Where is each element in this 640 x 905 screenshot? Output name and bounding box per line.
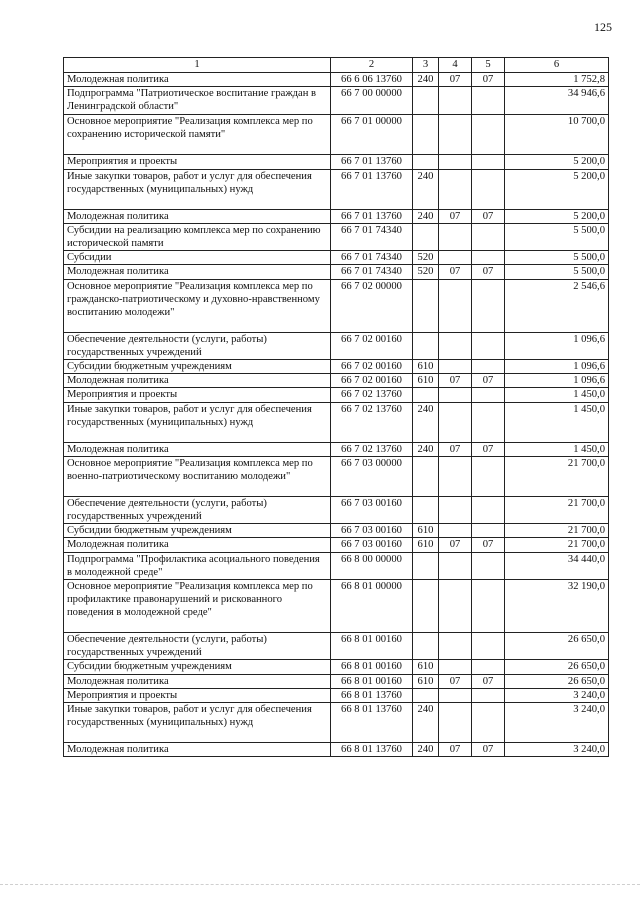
cell-col-4: 07 (439, 374, 472, 388)
cell-name: Основное мероприятие "Реализация комплекса мер по профилактике правонарушений и рискованного поведения в молодежной среде" (64, 580, 331, 633)
cell-col-5 (472, 402, 505, 442)
cell-col-4 (439, 703, 472, 743)
cell-amount: 2 546,6 (505, 279, 609, 332)
cell-col-3: 240 (413, 743, 439, 757)
cell-col-3: 610 (413, 660, 439, 674)
cell-col-5: 07 (472, 73, 505, 87)
cell-name: Обеспечение деятельности (услуги, работы) государственных учреждений (64, 496, 331, 523)
cell-amount: 1 096,6 (505, 332, 609, 359)
cell-amount: 1 450,0 (505, 442, 609, 456)
cell-col-4 (439, 223, 472, 250)
cell-amount: 21 700,0 (505, 538, 609, 552)
cell-col-5 (472, 169, 505, 209)
cell-code: 66 7 03 00160 (331, 538, 413, 552)
header-col-3: 3 (413, 58, 439, 73)
cell-amount: 5 200,0 (505, 169, 609, 209)
cell-code: 66 7 01 74340 (331, 251, 413, 265)
cell-col-5 (472, 223, 505, 250)
cell-name: Субсидии бюджетным учреждениям (64, 360, 331, 374)
cell-col-3: 610 (413, 674, 439, 688)
cell-code: 66 7 03 00000 (331, 456, 413, 496)
cell-col-3: 240 (413, 442, 439, 456)
cell-amount: 3 240,0 (505, 743, 609, 757)
table-row (64, 743, 609, 757)
cell-amount: 21 700,0 (505, 496, 609, 523)
cell-col-5 (472, 633, 505, 660)
cell-name: Молодежная политика (64, 538, 331, 552)
cell-col-3: 610 (413, 360, 439, 374)
cell-col-4: 07 (439, 73, 472, 87)
cell-col-3: 610 (413, 524, 439, 538)
cell-col-3 (413, 688, 439, 702)
cell-amount: 34 946,6 (505, 87, 609, 114)
cell-name: Субсидии бюджетным учреждениям (64, 660, 331, 674)
cell-amount: 26 650,0 (505, 633, 609, 660)
table-row (64, 402, 609, 442)
table-row (64, 703, 609, 743)
cell-col-5 (472, 524, 505, 538)
cell-col-3 (413, 633, 439, 660)
cell-col-5 (472, 552, 505, 579)
cell-col-3 (413, 388, 439, 402)
table-row (64, 688, 609, 702)
cell-code: 66 8 01 13760 (331, 703, 413, 743)
cell-code: 66 7 03 00160 (331, 496, 413, 523)
cell-code: 66 8 01 00160 (331, 660, 413, 674)
cell-name: Молодежная политика (64, 743, 331, 757)
cell-col-4 (439, 633, 472, 660)
table-row (64, 360, 609, 374)
cell-name: Молодежная политика (64, 674, 331, 688)
cell-col-5 (472, 154, 505, 169)
table-body (64, 73, 609, 757)
cell-code: 66 8 01 00160 (331, 633, 413, 660)
cell-name: Иные закупки товаров, работ и услуг для обеспечения государственных (муниципальных) нужд (64, 169, 331, 209)
table-row (64, 251, 609, 265)
cell-col-5 (472, 87, 505, 114)
cell-col-3 (413, 87, 439, 114)
cell-amount: 10 700,0 (505, 114, 609, 154)
cell-amount: 26 650,0 (505, 660, 609, 674)
cell-name: Молодежная политика (64, 442, 331, 456)
cell-col-4 (439, 496, 472, 523)
cell-code: 66 8 00 00000 (331, 552, 413, 579)
cell-col-5 (472, 688, 505, 702)
table-row (64, 73, 609, 87)
cell-name: Основное мероприятие "Реализация комплекса мер по военно-патриотическому воспитанию молодежи" (64, 456, 331, 496)
cell-code: 66 7 01 74340 (331, 223, 413, 250)
page-number: 125 (594, 20, 612, 34)
table-row (64, 442, 609, 456)
cell-col-4 (439, 660, 472, 674)
cell-name: Подпрограмма "Профилактика асоциального поведения в молодежной среде" (64, 552, 331, 579)
cell-col-4 (439, 688, 472, 702)
cell-col-3: 520 (413, 251, 439, 265)
cell-col-3: 240 (413, 209, 439, 223)
cell-col-3: 610 (413, 374, 439, 388)
cell-col-5 (472, 332, 505, 359)
table-row (64, 87, 609, 114)
cell-amount: 3 240,0 (505, 688, 609, 702)
table-row (64, 154, 609, 169)
table-row (64, 580, 609, 633)
cell-col-5: 07 (472, 209, 505, 223)
cell-col-4 (439, 388, 472, 402)
table-row (64, 223, 609, 250)
cell-col-3: 240 (413, 73, 439, 87)
header-row (64, 58, 609, 73)
cell-name: Субсидии на реализацию комплекса мер по сохранению исторической памяти (64, 223, 331, 250)
cell-col-3: 520 (413, 265, 439, 279)
cell-amount: 1 096,6 (505, 374, 609, 388)
cell-col-5 (472, 114, 505, 154)
cell-amount: 1 450,0 (505, 402, 609, 442)
table-row (64, 279, 609, 332)
cell-col-3 (413, 114, 439, 154)
budget-table (63, 57, 609, 757)
cell-col-5 (472, 456, 505, 496)
cell-col-5 (472, 703, 505, 743)
cell-code: 66 7 01 13760 (331, 209, 413, 223)
cell-col-3 (413, 552, 439, 579)
cell-code: 66 6 06 13760 (331, 73, 413, 87)
table-row (64, 456, 609, 496)
table-row (64, 633, 609, 660)
cell-col-5: 07 (472, 265, 505, 279)
table-row (64, 169, 609, 209)
cell-name: Основное мероприятие "Реализация комплекса мер по гражданско-патриотическому и духовно-нравственному воспитанию молодежи" (64, 279, 331, 332)
cell-code: 66 7 01 13760 (331, 169, 413, 209)
cell-col-4 (439, 154, 472, 169)
cell-code: 66 7 02 00160 (331, 374, 413, 388)
cell-col-4 (439, 332, 472, 359)
header-col-6: 6 (505, 58, 609, 73)
cell-col-4: 07 (439, 538, 472, 552)
table-row (64, 538, 609, 552)
cell-amount: 1 752,8 (505, 73, 609, 87)
cell-col-3 (413, 223, 439, 250)
cell-name: Мероприятия и проекты (64, 154, 331, 169)
cell-name: Иные закупки товаров, работ и услуг для обеспечения государственных (муниципальных) нужд (64, 402, 331, 442)
table-row (64, 552, 609, 579)
cell-col-3 (413, 496, 439, 523)
table-row (64, 660, 609, 674)
cell-col-4 (439, 169, 472, 209)
cell-col-3 (413, 456, 439, 496)
cell-name: Молодежная политика (64, 374, 331, 388)
cell-col-3 (413, 580, 439, 633)
cell-amount: 1 450,0 (505, 388, 609, 402)
cell-col-4: 07 (439, 674, 472, 688)
cell-col-4 (439, 114, 472, 154)
cell-name: Субсидии бюджетным учреждениям (64, 524, 331, 538)
cell-name: Подпрограмма "Патриотическое воспитание граждан в Ленинградской области" (64, 87, 331, 114)
cell-name: Основное мероприятие "Реализация комплекса мер по сохранению исторической памяти" (64, 114, 331, 154)
cell-amount: 5 500,0 (505, 223, 609, 250)
cell-code: 66 7 00 00000 (331, 87, 413, 114)
cell-amount: 26 650,0 (505, 674, 609, 688)
cell-code: 66 7 02 13760 (331, 402, 413, 442)
cell-name: Обеспечение деятельности (услуги, работы) государственных учреждений (64, 633, 331, 660)
cell-col-4 (439, 87, 472, 114)
cell-code: 66 7 02 13760 (331, 442, 413, 456)
cell-col-5: 07 (472, 442, 505, 456)
cell-col-4: 07 (439, 442, 472, 456)
cell-amount: 34 440,0 (505, 552, 609, 579)
header-col-1: 1 (64, 58, 331, 73)
cell-name: Иные закупки товаров, работ и услуг для обеспечения государственных (муниципальных) нужд (64, 703, 331, 743)
cell-col-3 (413, 279, 439, 332)
table-row (64, 524, 609, 538)
cell-col-4 (439, 279, 472, 332)
table-row (64, 496, 609, 523)
cell-col-5 (472, 580, 505, 633)
header-col-4: 4 (439, 58, 472, 73)
cell-amount: 5 500,0 (505, 265, 609, 279)
cell-amount: 5 200,0 (505, 154, 609, 169)
cell-code: 66 7 01 13760 (331, 154, 413, 169)
cell-col-3: 240 (413, 402, 439, 442)
cell-col-5 (472, 360, 505, 374)
cell-code: 66 7 02 13760 (331, 388, 413, 402)
cell-name: Молодежная политика (64, 265, 331, 279)
table-row (64, 114, 609, 154)
cell-code: 66 7 02 00160 (331, 332, 413, 359)
cell-col-3 (413, 332, 439, 359)
cell-col-4 (439, 456, 472, 496)
cell-name: Субсидии (64, 251, 331, 265)
table-row (64, 388, 609, 402)
cell-amount: 5 200,0 (505, 209, 609, 223)
cell-amount: 3 240,0 (505, 703, 609, 743)
cell-amount: 5 500,0 (505, 251, 609, 265)
cell-col-5 (472, 279, 505, 332)
cell-col-5: 07 (472, 538, 505, 552)
table-row (64, 265, 609, 279)
cell-code: 66 8 01 00160 (331, 674, 413, 688)
page-bottom-divider (0, 884, 640, 885)
cell-amount: 32 190,0 (505, 580, 609, 633)
cell-col-4: 07 (439, 265, 472, 279)
cell-col-5 (472, 251, 505, 265)
cell-col-4 (439, 251, 472, 265)
cell-name: Мероприятия и проекты (64, 388, 331, 402)
cell-col-5: 07 (472, 743, 505, 757)
table-row (64, 374, 609, 388)
cell-col-4 (439, 552, 472, 579)
cell-col-3: 240 (413, 169, 439, 209)
cell-col-3 (413, 154, 439, 169)
cell-code: 66 7 03 00160 (331, 524, 413, 538)
cell-code: 66 8 01 13760 (331, 688, 413, 702)
cell-code: 66 7 01 74340 (331, 265, 413, 279)
cell-amount: 21 700,0 (505, 524, 609, 538)
header-col-5: 5 (472, 58, 505, 73)
cell-col-4 (439, 360, 472, 374)
cell-col-4: 07 (439, 209, 472, 223)
cell-code: 66 8 01 13760 (331, 743, 413, 757)
table-row (64, 332, 609, 359)
cell-amount: 1 096,6 (505, 360, 609, 374)
cell-col-5 (472, 388, 505, 402)
cell-code: 66 8 01 00000 (331, 580, 413, 633)
cell-name: Мероприятия и проекты (64, 688, 331, 702)
cell-col-5: 07 (472, 674, 505, 688)
cell-name: Обеспечение деятельности (услуги, работы) государственных учреждений (64, 332, 331, 359)
cell-col-5 (472, 660, 505, 674)
cell-col-4: 07 (439, 743, 472, 757)
table-row (64, 209, 609, 223)
cell-col-3: 240 (413, 703, 439, 743)
cell-col-4 (439, 402, 472, 442)
header-col-2: 2 (331, 58, 413, 73)
cell-amount: 21 700,0 (505, 456, 609, 496)
cell-code: 66 7 01 00000 (331, 114, 413, 154)
cell-col-4 (439, 524, 472, 538)
table-row (64, 674, 609, 688)
cell-name: Молодежная политика (64, 73, 331, 87)
cell-col-5 (472, 496, 505, 523)
cell-name: Молодежная политика (64, 209, 331, 223)
cell-col-4 (439, 580, 472, 633)
cell-col-5: 07 (472, 374, 505, 388)
cell-code: 66 7 02 00160 (331, 360, 413, 374)
cell-code: 66 7 02 00000 (331, 279, 413, 332)
cell-col-3: 610 (413, 538, 439, 552)
